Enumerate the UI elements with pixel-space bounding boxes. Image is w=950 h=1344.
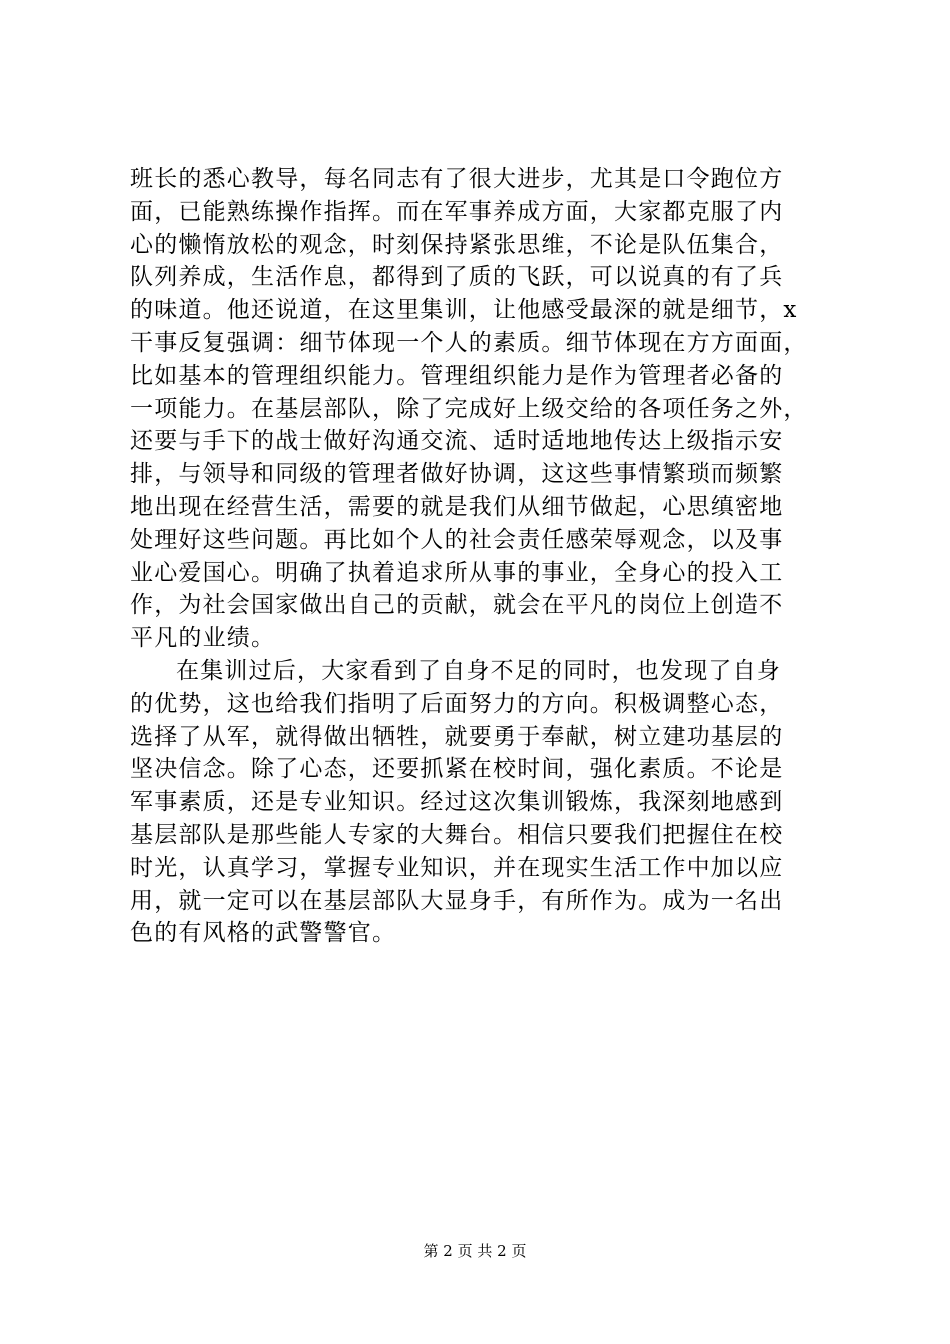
text-line: 比如基本的管理组织能力。管理组织能力是作为管理者必备的 <box>130 362 784 389</box>
text-line: 选择了从军，就得做出牺牲，就要勇于奉献，树立建功基层的 <box>130 723 784 750</box>
text-line: 的优势，这也给我们指明了后面努力的方向。积极调整心态， <box>130 690 784 717</box>
text-line: 干事反复强调：细节体现一个人的素质。细节体现在方方面面， <box>130 329 808 356</box>
text-line: 班长的悉心教导，每名同志有了很大进步，尤其是口令跑位方 <box>130 166 784 192</box>
text-line: 地出现在经营生活，需要的就是我们从细节做起，心思缜密地 <box>130 493 784 520</box>
text-line: 的味道。他还说道，在这里集训，让他感受最深的就是细节，x <box>130 297 798 324</box>
text-line: 处理好这些问题。再比如个人的社会责任感荣辱观念，以及事 <box>130 526 784 553</box>
text-line: 业心爱国心。明确了执着追求所从事的事业，全身心的投入工 <box>130 559 784 586</box>
text-line: 心的懒惰放松的观念，时刻保持紧张思维，不论是队伍集合， <box>130 231 784 258</box>
body-text <box>130 163 850 950</box>
text-line: 时光，认真学习，掌握专业知识，并在现实生活工作中加以应 <box>130 854 784 881</box>
text-line: 一项能力。在基层部队，除了完成好上级交给的各项任务之外， <box>130 395 808 422</box>
page-footer <box>0 1241 950 1261</box>
text-line: 还要与手下的战士做好沟通交流、适时适地地传达上级指示安 <box>130 428 784 455</box>
text-line: 队列养成，生活作息，都得到了质的飞跃，可以说真的有了兵 <box>130 264 784 291</box>
text-line: 基层部队是那些能人专家的大舞台。相信只要我们把握住在校 <box>130 821 784 848</box>
text-line: 坚决信念。除了心态，还要抓紧在校时间，强化素质。不论是 <box>130 756 784 783</box>
text-line: 色的有风格的武警警官。 <box>130 920 397 947</box>
text-line: 作，为社会国家做出自己的贡献，就会在平凡的岗位上创造不 <box>130 592 784 619</box>
paragraph-start-line: 在集训过后，大家看到了自身不足的同时，也发现了自身 <box>176 657 781 684</box>
text-line: 平凡的业绩。 <box>130 625 276 652</box>
text-line: 面，已能熟练操作指挥。而在军事养成方面，大家都克服了内 <box>130 198 784 225</box>
text-line: 军事素质，还是专业知识。经过这次集训锻炼，我深刻地感到 <box>130 789 784 816</box>
text-line: 排，与领导和同级的管理者做好协调，这这些事情繁琐而频繁 <box>130 461 784 488</box>
text-line: 用，就一定可以在基层部队大显身手，有所作为。成为一名出 <box>130 887 784 914</box>
page-number: 第 2 页 共 2 页 <box>423 1242 527 1260</box>
